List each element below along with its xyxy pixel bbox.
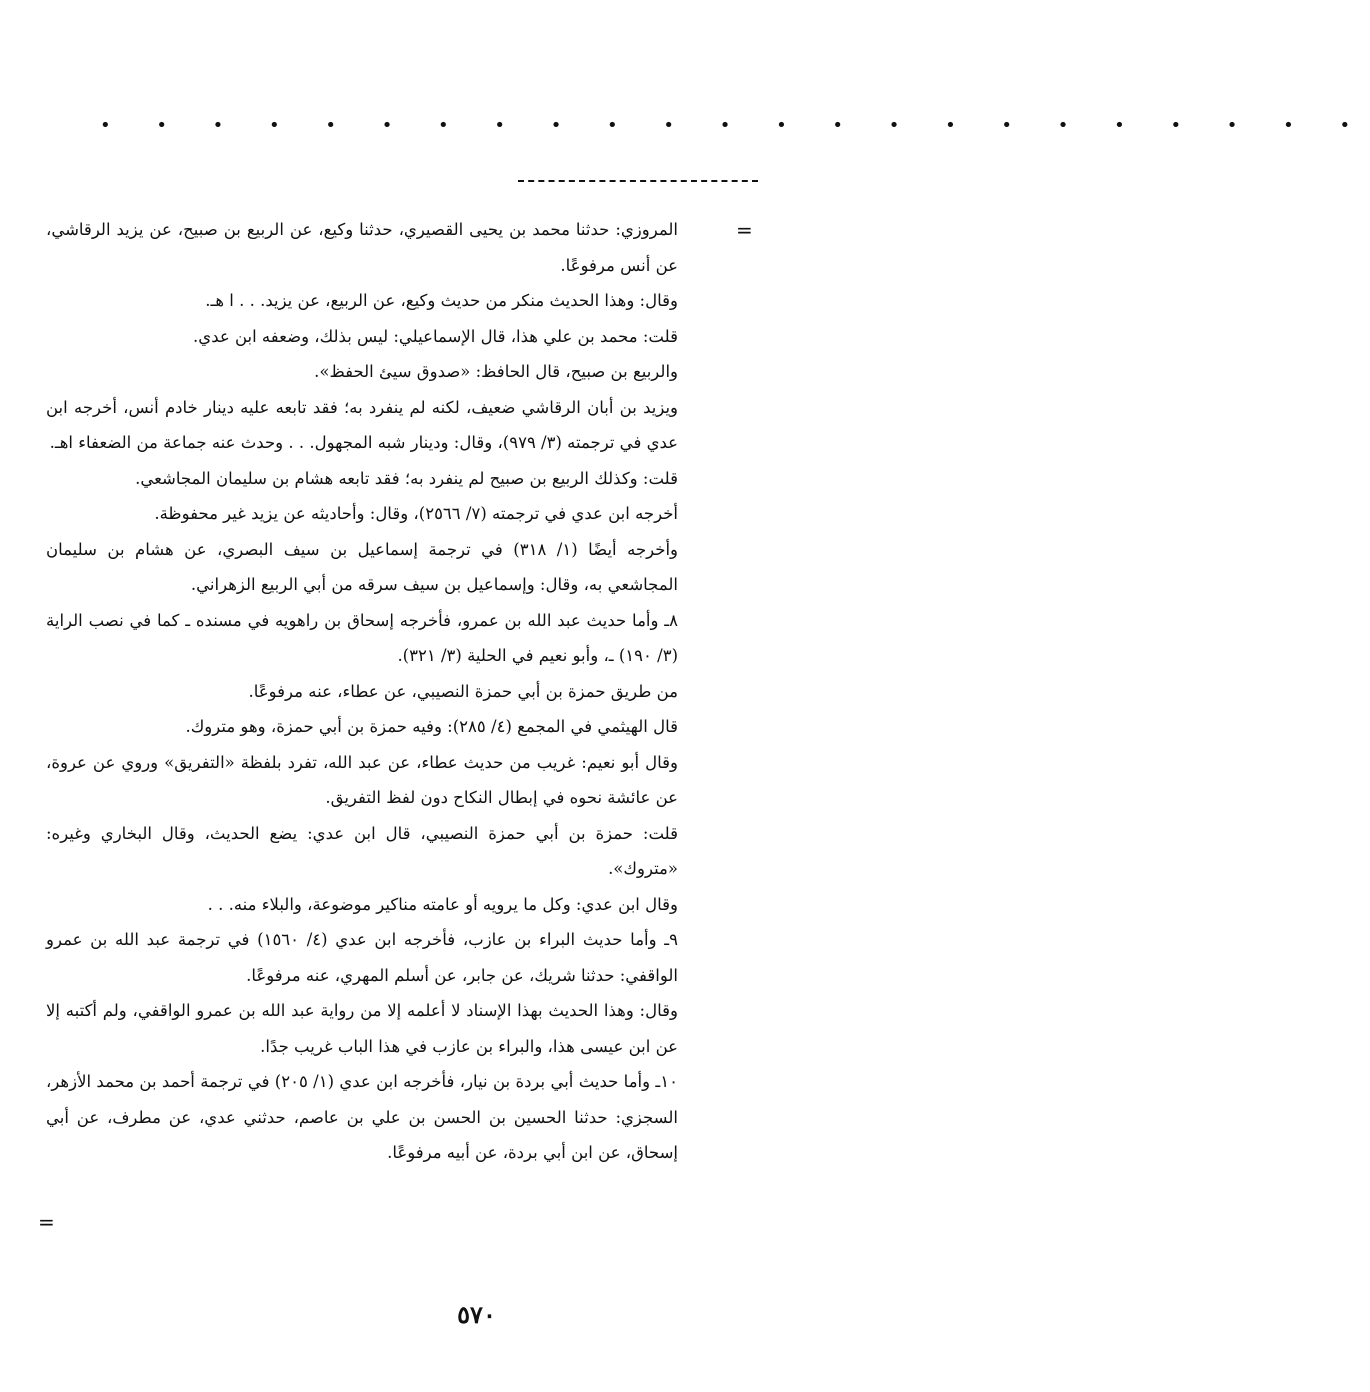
footnote-body	[46, 212, 678, 1171]
paragraph: قلت: محمد بن علي هذا، قال الإسماعيلي: ليس بذلك، وضعفه ابن عدي.	[193, 326, 678, 346]
paragraph: والربيع بن صبيح، قال الحافظ: «صدوق سيئ الحفظ».	[314, 362, 678, 381]
continuation-mark-bottom: =	[38, 1210, 55, 1234]
paragraph: المروزي: حدثنا محمد بن يحيى القصيري، حدثنا وكيع، عن الربيع بن صبيح، عن يزيد الرقاشي، عن أنس مرفوعًا.	[46, 220, 678, 275]
header-dot-leader: • • • • • • • • • • • • • • • • • • • • • • •	[100, 115, 1370, 136]
paragraph: من طريق حمزة بن أبي حمزة النصيبي، عن عطاء، عنه مرفوعًا.	[248, 681, 678, 701]
paragraph: ١٠ـ وأما حديث أبي بردة بن نيار، فأخرجه ابن عدي (١/ ٢٠٥) في ترجمة أحمد بن محمد الأزهر، السجزي: حدثنا الحسين بن الحسن بن علي بن عاصم، حدثني عدي، عن مطرف، عن أبي إسحاق، عن ابن أبي بردة، عن أبيه مرفوعًا.	[46, 1072, 678, 1162]
paragraph: أخرجه ابن عدي في ترجمته (٧/ ٢٥٦٦)، وقال: وأحاديثه عن يزيد غير محفوظة.	[154, 504, 678, 523]
paragraph: وقال ابن عدي: وكل ما يرويه أو عامته مناكير موضوعة، والبلاء منه. . .	[207, 894, 678, 914]
paragraph: ويزيد بن أبان الرقاشي ضعيف، لكنه لم ينفرد به؛ فقد تابعه عليه دينار خادم أنس، أخرجه ابن عدي في ترجمته (٣/ ٩٧٩)، وقال: ودينار شبه المجهول. . . وحدث عنه جماعة من الضعفاء اهـ.	[46, 397, 678, 452]
paragraph: وقال أبو نعيم: غريب من حديث عطاء، عن عبد الله، تفرد بلفظة «التفريق» وروي عن عروة، عن عائشة نحوه في إبطال النكاح دون لفظ التفريق.	[46, 752, 678, 807]
page-number: ٥٧٠	[457, 1300, 496, 1329]
footnote-separator	[518, 180, 758, 182]
paragraph: وقال: وهذا الحديث منكر من حديث وكيع، عن الربيع، عن يزيد. . . ا هـ.	[205, 291, 678, 310]
paragraph: ٩ـ وأما حديث البراء بن عازب، فأخرجه ابن عدي (٤/ ١٥٦٠) في ترجمة عبد الله بن عمرو الواقفي: حدثنا شريك، عن جابر، عن أسلم المهري، عنه مرفوعًا.	[46, 930, 679, 985]
paragraph: قال الهيثمي في المجمع (٤/ ٢٨٥): وفيه حمزة بن أبي حمزة، وهو متروك.	[185, 717, 678, 736]
paragraph: قلت: وكذلك الربيع بن صبيح لم ينفرد به؛ فقد تابعه هشام بن سليمان المجاشعي.	[135, 468, 678, 488]
paragraph: ٨ـ وأما حديث عبد الله بن عمرو، فأخرجه إسحاق بن راهويه في مسنده ـ كما في نصب الراية (٣/ ١٩٠) ـ، وأبو نعيم في الحلية (٣/ ٣٢١).	[46, 610, 678, 665]
paragraph: قلت: حمزة بن أبي حمزة النصيبي، قال ابن عدي: يضع الحديث، وقال البخاري وغيره: «متروك».	[46, 823, 678, 878]
paragraph: وقال: وهذا الحديث بهذا الإسناد لا أعلمه إلا من رواية عبد الله بن عمرو الواقفي، ولم أكتبه إلا عن ابن عيسى هذا، والبراء بن عازب في هذا الباب غريب جدًا.	[46, 1001, 678, 1056]
continuation-mark-top: =	[736, 218, 753, 242]
paragraph: وأخرجه أيضًا (١/ ٣١٨) في ترجمة إسماعيل بن سيف البصري، عن هشام بن سليمان المجاشعي به، وقال: وإسماعيل بن سيف سرقه من أبي الربيع الزهراني.	[46, 539, 679, 594]
